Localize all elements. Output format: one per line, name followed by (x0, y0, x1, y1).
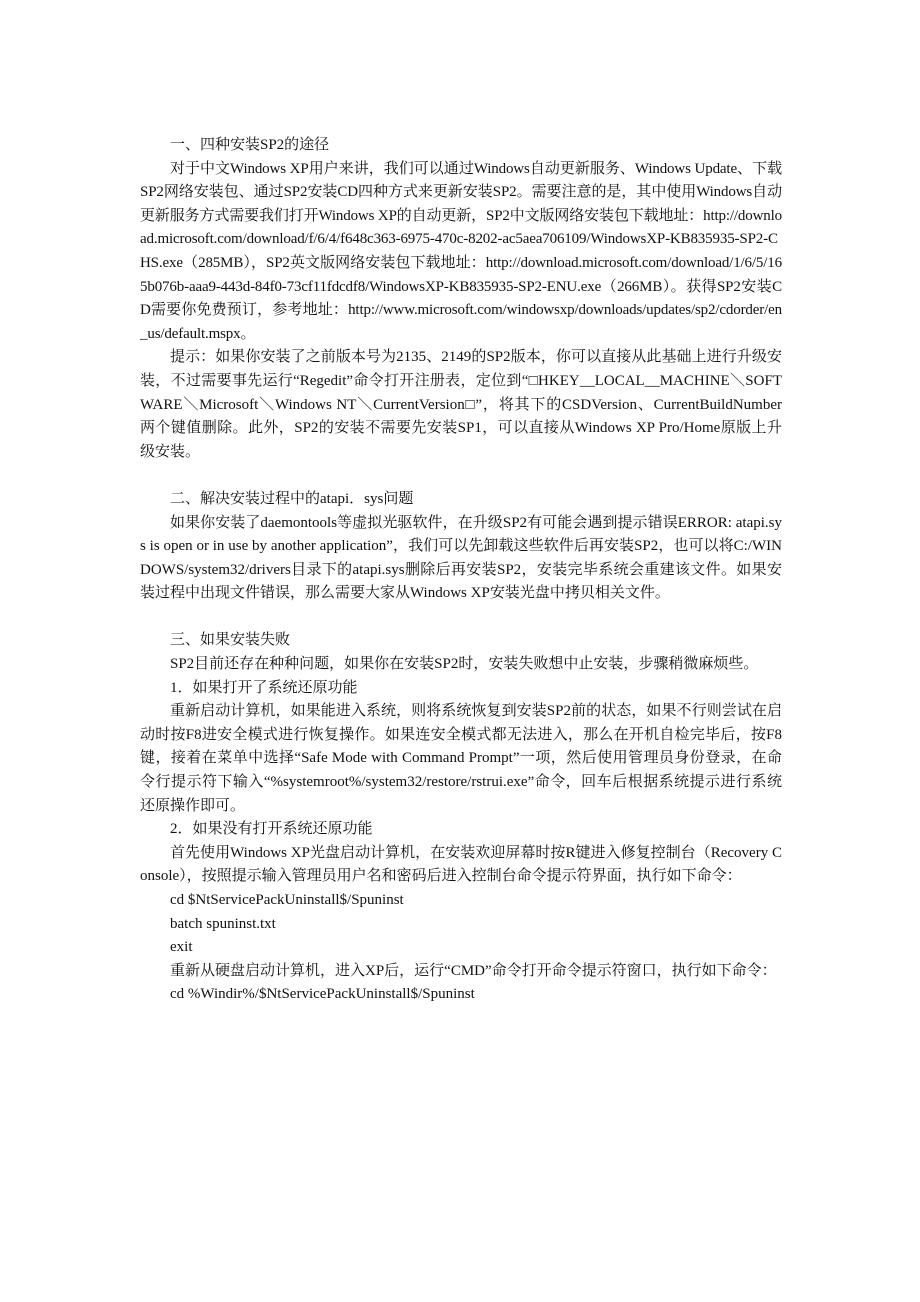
command-line: cd $NtServicePackUninstall$/Spuninst (170, 892, 404, 908)
after-commands-paragraph: 重新从硬盘启动计算机，进入XP后，运行“CMD”命令打开命令提示符窗口，执行如下命令： (170, 962, 777, 979)
section3-heading: 三、如果安装失败 (170, 632, 291, 649)
command-line: cd %Windir%/$NtServicePackUninstall$/Spuninst (170, 986, 475, 1003)
section1-paragraph-2: 提示：如果你安装了之前版本号为2135、2149的SP2版本，你可以直接从此基础上进行升级安装，不过需要事先运行“Regedit”命令打开注册表，定位到“□HKEY__LOCAL__MACHINE＼SOFTWARE＼Microsoft＼Windows NT＼CurrentVersion□”，将其下的CSDVersion、CurrentBuildNumber两个键值删除。此外，SP2的安装不需要先安装SP1，可以直接从Windows XP Pro/Home原版上升级安装。 (140, 349, 782, 460)
subsection1-paragraph: 重新启动计算机，如果能进入系统，则将系统恢复到安装SP2前的状态，如果不行则尝试在启动时按F8进安全模式进行恢复操作。如果连安全模式都无法进入，那么在开机自检完毕后，按F8键，接着在菜单中选择“Safe Mode with Command Prompt”一项，然后使用管理员身份登录，在命令行提示符下输入“%systemroot%/system32/restore/rstrui.exe”命令，回车后根据系统提示进行系统还原操作即可。 (140, 703, 782, 814)
section1-paragraph-1: 对于中文Windows XP用户来讲，我们可以通过Windows自动更新服务、Windows Update、下载SP2网络安装包、通过SP2安装CD四种方式来更新安装SP2。需要注意的是，其中使用Windows自动更新服务方式需要我们打开Windows XP的自动更新，SP2中文版网络安装包下载地址：http://download.microsoft.com/download/f/6/4/f648c363-6975-470c-8202-ac5aea706109/WindowsXP-KB835935-SP2-CHS.exe（285MB），SP2英文版网络安装包下载地址：http://download.microsoft.com/download/1/6/5/165b076b-aaa9-443d-84f0-73cf11fdcdf8/WindowsXP-KB835935-SP2-ENU.exe（266MB）。获得SP2安装CD需要你免费预订，参考地址：http://www.microsoft.com/windowsxp/downloads/updates/sp2/cdorder/en_us/default.mspx。 (140, 160, 782, 342)
subsection2-paragraph: 首先使用Windows XP光盘启动计算机，在安装欢迎屏幕时按R键进入修复控制台（Recovery Console），按照提示输入管理员用户名和密码后进入控制台命令提示符界面，执行如下命令： (140, 844, 782, 885)
document-body (140, 134, 782, 1007)
spacer (140, 606, 782, 630)
section1-heading: 一、四种安装SP2的途径 (170, 137, 330, 153)
section3-intro: SP2目前还存在种种问题，如果你在安装SP2时，安装失败想中止安装，步骤稍微麻烦些。 (170, 656, 759, 673)
spacer (140, 464, 782, 488)
subsection1-title: 1．如果打开了系统还原功能 (170, 679, 358, 696)
subsection2-title: 2．如果没有打开系统还原功能 (170, 821, 373, 838)
section2-paragraph-1: 如果你安装了daemontools等虚拟光驱软件，在升级SP2有可能会遇到提示错误ERROR: atapi.sys is open or in use by another application”，我们可以先卸载这些软件后再安装SP2，也可以将C:/WINDOWS/system32/drivers目录下的atapi.sys删除后再安装SP2，安装完毕系统会重建该文件。如果安装过程中出现文件错误，那么需要大家从Windows XP安装光盘中拷贝相关文件。 (140, 514, 782, 602)
section2-heading: 二、解决安装过程中的atapi．sys问题 (170, 490, 414, 507)
command-line: batch spuninst.txt (170, 915, 276, 932)
command-line: exit (170, 939, 193, 956)
